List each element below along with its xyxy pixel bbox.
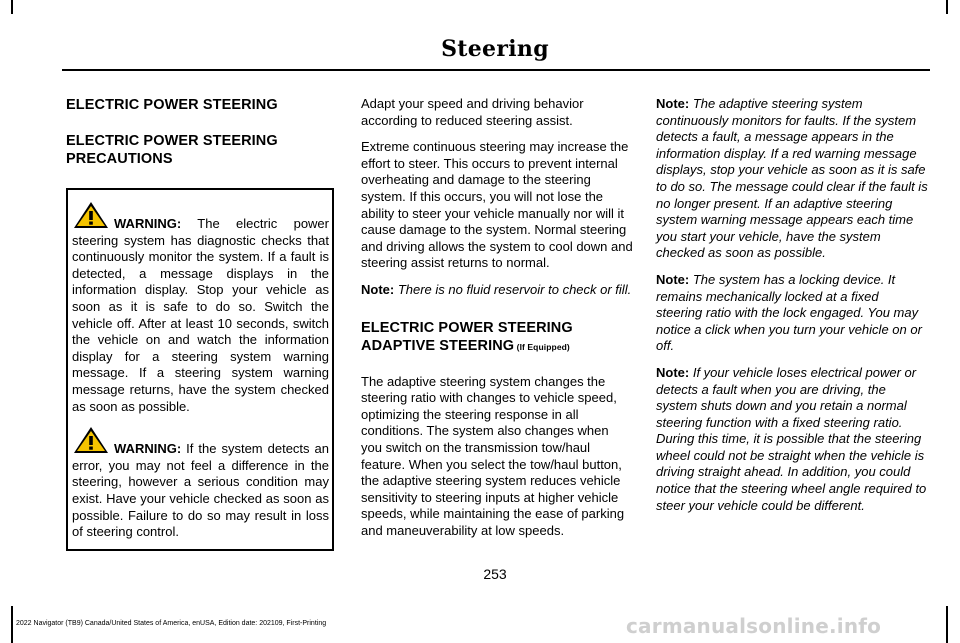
- warning-label: WARNING:: [114, 216, 182, 231]
- column-3: [656, 96, 928, 524]
- note-fluid-reservoir: [361, 282, 633, 299]
- footer-edition-text: 2022 Navigator (TB9) Canada/United States of America, enUSA, Edition date: 202109, First-Printing: [16, 620, 327, 627]
- note-label: Note:: [656, 96, 690, 111]
- warning-paragraph-1: [72, 200, 329, 415]
- warning-text: The electric power steering system has diagnostic checks that continuously monitor the system. If a fault is detected, a message displays in the information display. Stop your vehicle as soon as it is safe to do so. Switch the vehicle off. After at least 10 seconds, switch the vehicle on and watch the information display for a steering system warning message. If a steering system warning message returns, have the system checked as soon as possible.: [72, 216, 329, 414]
- warning-triangle-icon: [72, 200, 110, 230]
- note-label: Note:: [361, 281, 395, 297]
- warning-label: WARNING:: [114, 441, 182, 457]
- section-heading-precautions: ELECTRIC POWER STEERING PRECAUTIONS: [66, 133, 278, 167]
- heading-text: ELECTRIC POWER STEERING ADAPTIVE STEERING: [361, 319, 573, 354]
- note-text: The adaptive steering system continuously monitors for faults. If the system detects a fault, a message appears in the information display. If a red warning message displays, stop your vehicle as soon as it is safe to do so. The message could clear if the fault is no longer present. If an adaptive steering system warning message appears each time you start your vehicle, have the system checked as soon as possible.: [656, 96, 928, 261]
- note-power-loss: [656, 365, 928, 514]
- section-heading-adaptive-steering: [361, 319, 633, 356]
- paragraph-extreme-steering: Extreme continuous steering may increase the effort to steer. This occurs to prevent internal overheating and damage to the steering system. If this occurs, you will not lose the ability to steer your vehicle manually nor will it cause damage to the system. Normal steering and driving allows the system to cool down and steering assist returns to normal.: [361, 139, 633, 271]
- crop-mark-top-left: [11, 0, 13, 14]
- page-number: 253: [483, 566, 507, 582]
- note-text: The system has a locking device. It remains mechanically locked at a fixed steering ratio with the lock engaged. You may notice a click when you turn your vehicle on or off.: [656, 271, 922, 354]
- note-locking-device: [656, 272, 928, 355]
- note-label: Note:: [656, 364, 690, 380]
- note-text: If your vehicle loses electrical power or detects a fault when you are driving, the system shuts down and you retain a normal steering function with a fixed steering ratio. During this time, it is possible that the steering wheel could not be straight when the vehicle is driving straight ahead. In addition, you could notice that the steering wheel angle required to steer your vehicle could be different.: [656, 364, 927, 513]
- warning-triangle-icon: [72, 425, 110, 455]
- column-1: [66, 96, 334, 551]
- paragraph-adaptive-steering: The adaptive steering system changes the steering ratio with changes to vehicle speed, optimizing the steering response in all conditions. The system also changes when you switch on the transmission tow/haul feature. When you select the tow/haul button, the adaptive steering system reduces vehicle sensitivity to steering inputs at higher vehicle speeds, while maintaining the ease of parking and maneuverability at low speeds.: [361, 373, 625, 538]
- crop-mark-bottom-right: [946, 606, 948, 643]
- section-heading-electric-power-steering: ELECTRIC POWER STEERING: [66, 97, 278, 113]
- header-divider: [62, 69, 930, 71]
- warning-text: If the system detects an error, you may not feel a difference in the steering, however a serious condition may exist. Have your vehicle checked as soon as possible. Failure to do so may result in loss of steering control.: [72, 441, 329, 540]
- column-2: [361, 96, 633, 549]
- note-fault-monitoring: [656, 96, 928, 262]
- crop-mark-top-right: [946, 0, 948, 14]
- warning-box: [66, 188, 334, 551]
- note-label: Note:: [656, 271, 690, 287]
- note-text: There is no fluid reservoir to check or fill.: [394, 281, 632, 297]
- heading-suffix: (If Equipped): [514, 341, 570, 352]
- page-title: Steering: [441, 36, 549, 62]
- crop-mark-bottom-left: [11, 606, 13, 643]
- watermark: carmanualsonline.info: [626, 614, 882, 638]
- paragraph-adapt-speed: Adapt your speed and driving behavior according to reduced steering assist.: [361, 96, 584, 128]
- warning-paragraph-2: [72, 425, 329, 541]
